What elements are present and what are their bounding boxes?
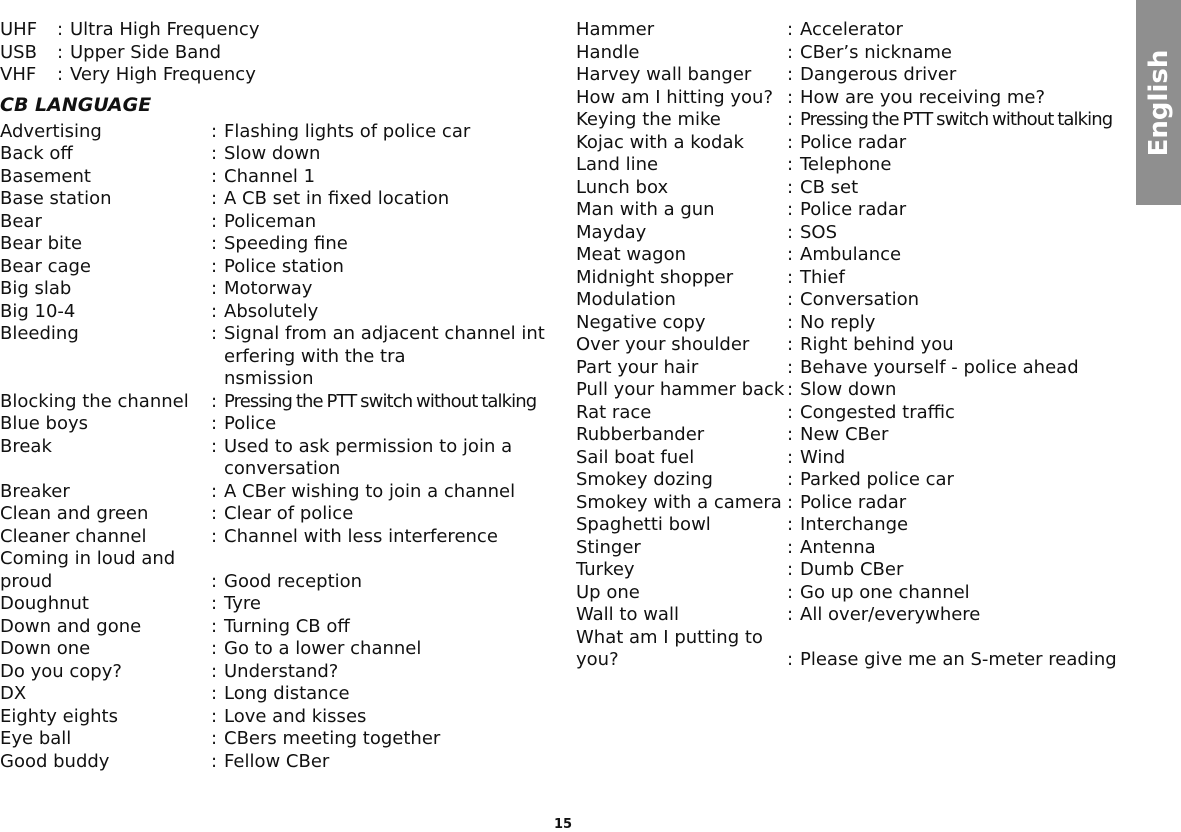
glossary-entry xyxy=(576,604,1132,627)
entry-separator: : xyxy=(211,390,218,412)
glossary-entry xyxy=(576,357,1132,380)
entry-separator: : xyxy=(787,154,794,175)
glossary-entry xyxy=(0,323,560,391)
entry-definition: Channel 1 xyxy=(224,165,316,187)
glossary-list-left xyxy=(0,121,560,774)
entry-separator: : xyxy=(787,401,794,423)
entry-term: Back off xyxy=(0,143,73,164)
left-column xyxy=(0,19,560,773)
entry-term: Eye ball xyxy=(0,728,72,749)
entry-term: Spaghetti bowl xyxy=(576,514,711,535)
entry-term: Doughnut xyxy=(0,593,89,614)
glossary-entry xyxy=(0,64,560,87)
entry-term: Bear xyxy=(0,210,42,232)
entry-definition: CBer’s nickname xyxy=(800,41,952,63)
glossary-entry xyxy=(576,379,1132,402)
entry-term: Rubberbander xyxy=(576,424,705,445)
entry-term: Stinger xyxy=(576,536,641,558)
entry-term: Bear bite xyxy=(0,233,83,254)
glossary-entry xyxy=(0,19,560,42)
entry-term: Big 10-4 xyxy=(0,300,76,322)
entry-separator: : xyxy=(787,581,794,603)
entry-term: Breaker xyxy=(0,480,70,502)
entry-term: Harvey wall banger xyxy=(576,64,752,85)
entry-separator: : xyxy=(211,323,218,344)
entry-definition: Understand? xyxy=(224,660,339,682)
entry-definition: Accelerator xyxy=(800,19,903,40)
entry-term: Bleeding xyxy=(0,323,79,344)
entry-term: Smokey dozing xyxy=(576,469,713,490)
entry-term: Sail boat fuel xyxy=(576,446,695,468)
entry-definition: Ultra High Frequency xyxy=(70,19,260,40)
glossary-entry xyxy=(0,526,560,549)
entry-definition: Congested traffic xyxy=(800,401,955,423)
entry-term: Negative copy xyxy=(576,311,706,333)
glossary-entry xyxy=(576,199,1132,222)
entry-definition: Motorway xyxy=(224,278,313,299)
glossary-entry xyxy=(0,661,560,684)
glossary-list-right xyxy=(576,19,1132,672)
entry-term: Break xyxy=(0,435,52,457)
entry-definition: Channel with less interference xyxy=(224,525,498,547)
right-column xyxy=(576,19,1132,672)
glossary-entry xyxy=(0,121,560,144)
glossary-entry xyxy=(0,188,560,211)
entry-definition: Dangerous driver xyxy=(800,64,957,85)
entry-separator: : xyxy=(787,604,794,625)
entry-definition: A CBer wishing to join a channel xyxy=(224,480,516,502)
glossary-entry xyxy=(576,222,1132,245)
glossary-entry xyxy=(576,244,1132,267)
glossary-entry xyxy=(576,447,1132,470)
glossary-entry xyxy=(576,559,1132,582)
entry-term: Meat wagon xyxy=(576,244,687,265)
entry-definition: Police xyxy=(224,413,277,434)
entry-separator: : xyxy=(211,728,218,749)
entry-separator: : xyxy=(787,559,794,580)
entry-definition: Police radar xyxy=(800,131,907,153)
glossary-entry xyxy=(576,87,1132,110)
glossary-entry xyxy=(0,481,560,504)
entry-separator: : xyxy=(57,19,64,40)
glossary-entry xyxy=(0,42,560,65)
glossary-entry xyxy=(576,334,1132,357)
entry-term: Wall to wall xyxy=(576,604,679,625)
glossary-entry xyxy=(576,64,1132,87)
entry-term: UHF xyxy=(0,19,38,40)
entry-separator: : xyxy=(787,266,794,288)
entry-definition: Police radar xyxy=(800,491,907,513)
entry-separator: : xyxy=(211,593,218,614)
entry-definition: Signal from an adjacent channel int erfering with the tra nsmission xyxy=(224,323,545,389)
entry-definition: SOS xyxy=(800,221,838,243)
entry-term: VHF xyxy=(0,64,37,85)
entry-definition: New CBer xyxy=(800,424,889,445)
glossary-entry xyxy=(0,616,560,639)
language-tab xyxy=(1136,0,1181,205)
entry-term: Bear cage xyxy=(0,255,92,277)
entry-definition: Thief xyxy=(800,266,845,288)
glossary-entry xyxy=(0,143,560,166)
entry-term: Coming in loud and proud xyxy=(0,548,176,592)
entry-definition: Please give me an S-meter reading xyxy=(800,649,1117,670)
glossary-entry xyxy=(0,706,560,729)
entry-separator: : xyxy=(211,255,218,277)
entry-separator: : xyxy=(211,705,218,727)
entry-separator: : xyxy=(57,64,64,85)
entry-definition: Long distance xyxy=(224,683,350,704)
entry-definition: Very High Frequency xyxy=(70,64,256,85)
entry-definition: Used to ask permission to join a conversation xyxy=(224,435,513,479)
glossary-entry xyxy=(0,278,560,301)
entry-separator: : xyxy=(787,356,794,378)
entry-definition: Go to a lower channel xyxy=(224,638,422,659)
entry-separator: : xyxy=(211,165,218,187)
entry-definition: Love and kisses xyxy=(224,705,367,727)
entry-term: Clean and green xyxy=(0,503,149,524)
entry-term: Base station xyxy=(0,188,112,209)
entry-separator: : xyxy=(211,233,218,254)
glossary-entry xyxy=(576,154,1132,177)
entry-term: Man with a gun xyxy=(576,199,715,220)
entry-definition: CBers meeting together xyxy=(224,728,441,749)
glossary-entry xyxy=(576,19,1132,42)
entry-term: Modulation xyxy=(576,289,676,310)
entry-definition: Flashing lights of police car xyxy=(224,120,471,142)
glossary-entry xyxy=(0,728,560,751)
entry-term: Basement xyxy=(0,165,91,187)
entry-term: Down and gone xyxy=(0,615,142,637)
entry-definition: Telephone xyxy=(800,154,892,175)
cb-language-heading: CB LANGUAGE xyxy=(0,93,152,116)
glossary-entry xyxy=(0,233,560,256)
entry-definition: Police station xyxy=(224,255,344,277)
entry-separator: : xyxy=(787,334,794,355)
entry-separator: : xyxy=(787,536,794,558)
entry-definition: Fellow CBer xyxy=(224,750,330,772)
entry-definition: Policeman xyxy=(224,210,317,232)
entry-separator: : xyxy=(787,311,794,333)
entry-separator: : xyxy=(211,188,218,209)
glossary-entry xyxy=(576,177,1132,200)
entry-separator: : xyxy=(211,143,218,164)
glossary-entry xyxy=(576,132,1132,155)
entry-separator: : xyxy=(787,379,794,400)
entry-separator: : xyxy=(211,570,218,592)
entry-definition: Tyre xyxy=(224,593,261,614)
entry-definition: Clear of police xyxy=(224,503,354,524)
entry-term: DX xyxy=(0,683,27,704)
entry-term: Smokey with a camera xyxy=(576,491,782,513)
glossary-entry xyxy=(0,391,560,414)
entry-separator: : xyxy=(787,446,794,468)
entry-separator: : xyxy=(787,289,794,310)
entry-definition: Speeding fine xyxy=(224,233,348,254)
language-tab-label: English xyxy=(1143,49,1174,157)
entry-term: Advertising xyxy=(0,120,102,142)
entry-term: Kojac with a kodak xyxy=(576,131,744,153)
entry-definition: Good reception xyxy=(224,570,363,592)
entry-term: Land line xyxy=(576,154,659,175)
entry-definition: Behave yourself - police ahead xyxy=(800,356,1079,378)
entry-separator: : xyxy=(211,660,218,682)
glossary-entry xyxy=(576,289,1132,312)
glossary-entry xyxy=(0,436,560,481)
entry-term: Keying the mike xyxy=(576,109,721,130)
glossary-entry xyxy=(0,751,560,774)
abbreviation-list xyxy=(0,19,560,87)
entry-definition: Interchange xyxy=(800,514,909,535)
entry-separator: : xyxy=(211,750,218,772)
entry-term: Pull your hammer back xyxy=(576,379,785,400)
glossary-entry xyxy=(0,683,560,706)
entry-term: Cleaner channel xyxy=(0,525,147,547)
glossary-entry xyxy=(576,312,1132,335)
glossary-entry xyxy=(0,548,560,593)
glossary-entry xyxy=(0,413,560,436)
entry-separator: : xyxy=(787,244,794,265)
glossary-entry xyxy=(0,166,560,189)
entry-term: Up one xyxy=(576,581,640,603)
entry-definition: Slow down xyxy=(224,143,321,164)
entry-separator: : xyxy=(211,615,218,637)
entry-separator: : xyxy=(787,86,794,108)
entry-separator: : xyxy=(211,683,218,704)
entry-definition: Dumb CBer xyxy=(800,559,904,580)
glossary-entry xyxy=(576,42,1132,65)
entry-definition: Pressing the PTT switch without talking xyxy=(800,109,1113,130)
glossary-entry xyxy=(0,211,560,234)
entry-separator: : xyxy=(787,19,794,40)
entry-definition: No reply xyxy=(800,311,876,333)
entry-definition: CB set xyxy=(800,176,859,198)
entry-definition: Turning CB off xyxy=(224,615,350,637)
entry-term: Midnight shopper xyxy=(576,266,734,288)
glossary-entry xyxy=(0,256,560,279)
entry-term: Down one xyxy=(0,638,91,659)
entry-definition: Upper Side Band xyxy=(70,41,222,63)
glossary-entry xyxy=(0,503,560,526)
entry-definition: All over/everywhere xyxy=(800,604,981,625)
glossary-entry xyxy=(576,582,1132,605)
entry-separator: : xyxy=(211,210,218,232)
entry-term: Lunch box xyxy=(576,176,669,198)
glossary-entry xyxy=(576,537,1132,560)
entry-separator: : xyxy=(787,424,794,445)
entry-separator: : xyxy=(787,514,794,535)
entry-separator: : xyxy=(787,649,794,670)
entry-term: Big slab xyxy=(0,278,72,299)
entry-definition: Absolutely xyxy=(224,300,319,322)
glossary-entry xyxy=(576,492,1132,515)
entry-term: How am I hitting you? xyxy=(576,86,774,108)
entry-term: Eighty eights xyxy=(0,705,118,727)
entry-separator: : xyxy=(211,278,218,299)
glossary-entry xyxy=(576,267,1132,290)
entry-separator: : xyxy=(787,64,794,85)
entry-separator: : xyxy=(787,109,794,130)
entry-term: Turkey xyxy=(576,559,635,580)
glossary-entry xyxy=(576,627,1132,672)
entry-term: Blocking the channel xyxy=(0,390,189,412)
entry-definition: Parked police car xyxy=(800,469,954,490)
entry-term: Over your shoulder xyxy=(576,334,750,355)
entry-definition: Slow down xyxy=(800,379,897,400)
entry-term: Handle xyxy=(576,41,640,63)
glossary-entry xyxy=(576,402,1132,425)
entry-definition: Ambulance xyxy=(800,244,902,265)
entry-term: Do you copy? xyxy=(0,660,122,682)
entry-definition: Antenna xyxy=(800,536,876,558)
entry-definition: Go up one channel xyxy=(800,581,970,603)
entry-separator: : xyxy=(787,469,794,490)
entry-separator: : xyxy=(211,525,218,547)
glossary-entry xyxy=(0,301,560,324)
entry-definition: Conversation xyxy=(800,289,920,310)
entry-separator: : xyxy=(211,503,218,524)
glossary-entry xyxy=(576,469,1132,492)
entry-term: Rat race xyxy=(576,401,652,423)
entry-term: What am I putting to you? xyxy=(576,626,763,670)
entry-term: Hammer xyxy=(576,19,655,40)
entry-term: USB xyxy=(0,41,37,63)
entry-separator: : xyxy=(211,435,218,457)
page-number: 15 xyxy=(553,817,573,832)
entry-separator: : xyxy=(787,131,794,153)
entry-separator: : xyxy=(787,176,794,198)
entry-separator: : xyxy=(57,41,64,63)
entry-definition: Right behind you xyxy=(800,334,954,355)
entry-term: Good buddy xyxy=(0,750,110,772)
entry-separator: : xyxy=(787,41,794,63)
glossary-entry xyxy=(0,638,560,661)
entry-definition: Police radar xyxy=(800,199,907,220)
entry-separator: : xyxy=(211,480,218,502)
glossary-entry xyxy=(576,514,1132,537)
entry-separator: : xyxy=(787,199,794,220)
entry-definition: How are you receiving me? xyxy=(800,86,1046,108)
entry-separator: : xyxy=(211,638,218,659)
glossary-entry xyxy=(576,424,1132,447)
entry-separator: : xyxy=(787,221,794,243)
entry-term: Mayday xyxy=(576,221,647,243)
glossary-entry xyxy=(0,593,560,616)
entry-term: Part your hair xyxy=(576,356,699,378)
entry-separator: : xyxy=(211,120,218,142)
glossary-entry xyxy=(576,109,1132,132)
entry-separator: : xyxy=(211,413,218,434)
entry-definition: A CB set in fixed location xyxy=(224,188,450,209)
entry-definition: Wind xyxy=(800,446,846,468)
entry-definition: Pressing the PTT switch without talking xyxy=(224,390,537,412)
entry-separator: : xyxy=(787,491,794,513)
entry-term: Blue boys xyxy=(0,413,89,434)
entry-separator: : xyxy=(211,300,218,322)
